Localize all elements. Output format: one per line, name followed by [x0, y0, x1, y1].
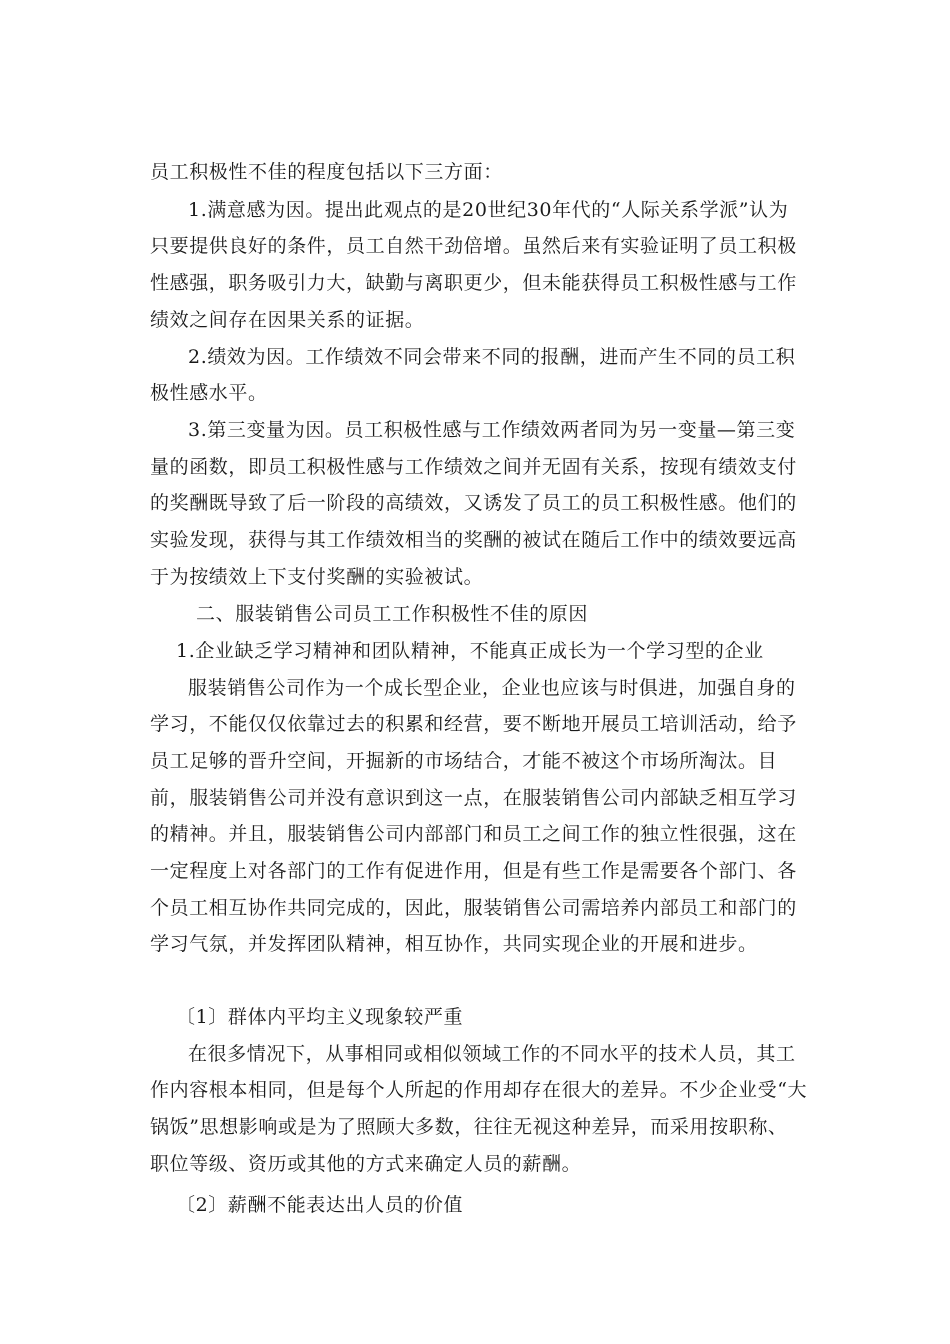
paragraph-line: 学习气氛，并发挥团队精神，相互协作，共同实现企业的开展和进步。	[150, 933, 758, 955]
paragraph-line: 极性感水平。	[150, 382, 268, 404]
paragraph-line: 的精神。并且，服装销售公司内部部门和员工之间工作的独立性很强，这在	[150, 823, 797, 845]
subsection-heading: 〔1〕群体内平均主义现象较严重	[176, 1006, 464, 1028]
section-heading: 二、服装销售公司员工工作积极性不佳的原因	[196, 603, 589, 625]
paragraph-line: 锅饭”思想影响或是为了照顾大多数，往往无视这种差异，而采用按职称、	[150, 1116, 788, 1138]
subsection-heading: 〔2〕薪酬不能表达出人员的价值	[176, 1194, 464, 1216]
paragraph-line: 作内容根本相同，但是每个人所起的作用却存在很大的差异。不少企业受“大	[150, 1079, 808, 1101]
paragraph-line: 职位等级、资历或其他的方式来确定人员的薪酬。	[150, 1153, 582, 1175]
paragraph-line: 实验发现，获得与其工作绩效相当的奖酬的被试在随后工作中的绩效要远高	[150, 529, 797, 551]
paragraph-line: 性感强，职务吸引力大，缺勤与离职更少，但未能获得员工积极性感与工作	[150, 272, 797, 294]
paragraph-line: 服装销售公司作为一个成长型企业，企业也应该与时俱进，加强自身的	[188, 677, 796, 699]
paragraph-line: 绩效之间存在因果关系的证据。	[150, 309, 425, 331]
paragraph-line: 1.满意感为因。提出此观点的是20世纪30年代的“人际关系学派”认为	[188, 199, 789, 221]
paragraph-line: 学习，不能仅仅依靠过去的积累和经营，要不断地开展员工培训活动，给予	[150, 713, 797, 735]
paragraph-line: 个员工相互协作共同完成的，因此，服装销售公司需培养内部员工和部门的	[150, 897, 797, 919]
paragraph-line: 一定程度上对各部门的工作有促进作用，但是有些工作是需要各个部门、各	[150, 860, 797, 882]
paragraph-line: 于为按绩效上下支付奖酬的实验被试。	[150, 566, 484, 588]
paragraph-line: 员工积极性不佳的程度包括以下三方面：	[150, 161, 503, 183]
paragraph-line: 的奖酬既导致了后一阶段的高绩效，又诱发了员工的员工积极性感。他们的	[150, 492, 797, 514]
paragraph-line: 前，服装销售公司并没有意识到这一点，在服装销售公司内部缺乏相互学习	[150, 787, 797, 809]
paragraph-line: 3.第三变量为因。员工积极性感与工作绩效两者同为另一变量—第三变	[188, 419, 796, 441]
paragraph-line: 2.绩效为因。工作绩效不同会带来不同的报酬，进而产生不同的员工积	[188, 346, 796, 368]
paragraph-line: 在很多情况下，从事相同或相似领域工作的不同水平的技术人员，其工	[188, 1043, 796, 1065]
subsection-heading: 1.企业缺乏学习精神和团队精神，不能真正成长为一个学习型的企业	[176, 640, 764, 662]
paragraph-line: 只要提供良好的条件，员工自然干劲倍增。虽然后来有实验证明了员工积极	[150, 235, 797, 257]
paragraph-line: 员工足够的晋升空间，开掘新的市场结合，才能不被这个市场所淘汰。目	[150, 750, 778, 772]
paragraph-line: 量的函数，即员工积极性感与工作绩效之间并无固有关系，按现有绩效支付	[150, 456, 797, 478]
